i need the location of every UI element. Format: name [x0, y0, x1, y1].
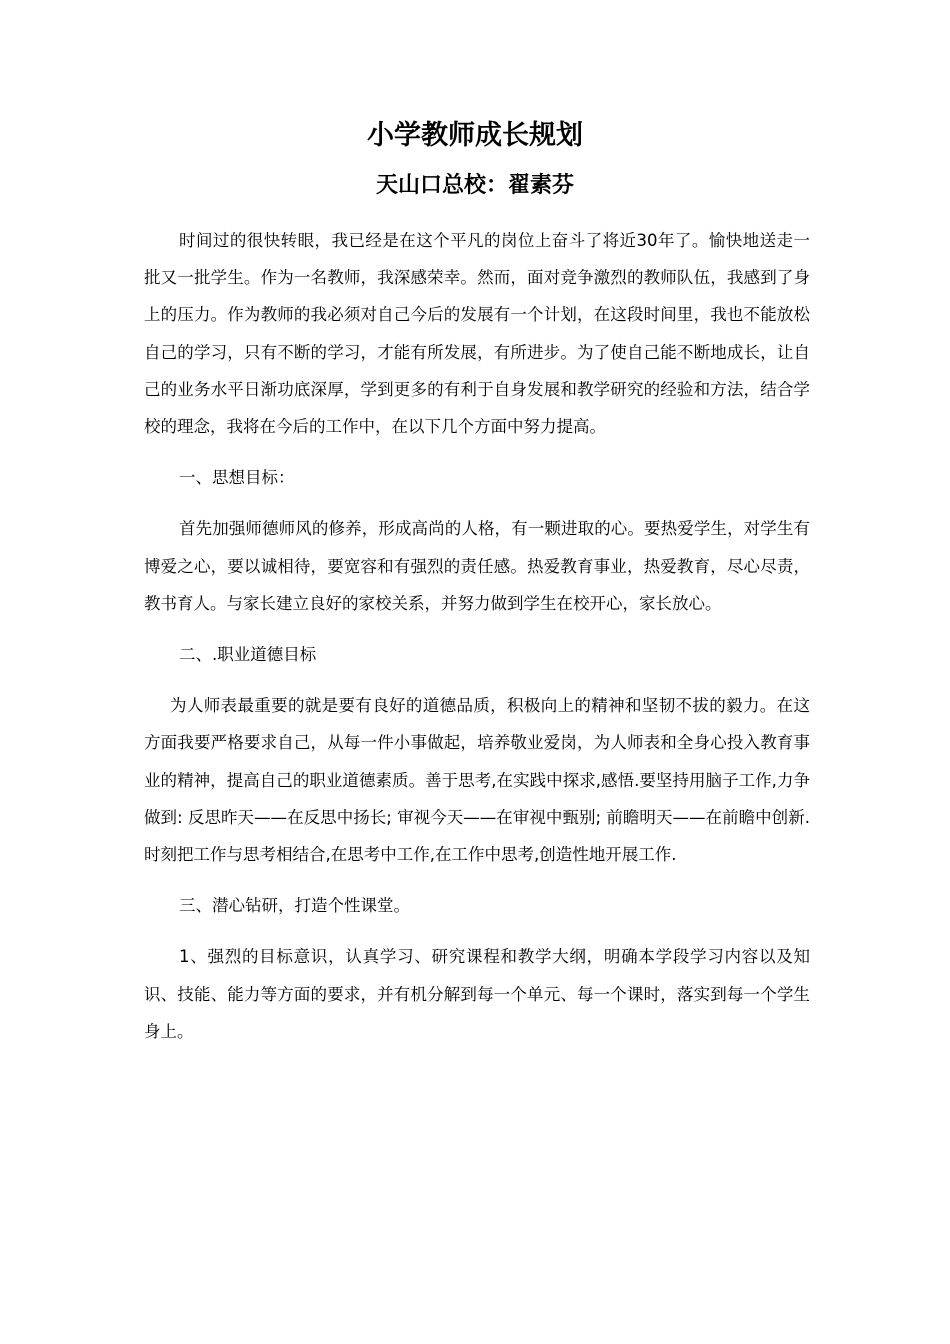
document-title: 小学教师成长规划	[367, 120, 583, 151]
professional-ethics-paragraph: 为人师表最重要的就是要有良好的道德品质，积极向上的精神和坚韧不拔的毅力。在这方面我要严格要求自己，从每一件小事做起，培养敬业爱岗，为人师表和全身心投入教育事业的精神，提高自己的职业道德素质。善于思考,在实践中探求,感悟.要坚持用脑子工作,力争做到: 反思昨天——在反思中扬长; 审视今天——在审视中甄别; 前瞻明天——在前瞻中创新. 时刻把工作与思考相结合,在思考中工作,在工作中思考,创造性地开展工作.	[144, 696, 810, 865]
document-subtitle: 天山口总校：翟素芬	[375, 173, 574, 198]
goal-awareness-paragraph: 1、强烈的目标意识，认真学习、研究课程和教学大纲，明确本学段学习内容以及知识、技能、能力等方面的要求，并有机分解到每一个单元、每一个课时，落实到每一个学生身上。	[144, 947, 810, 1041]
document-body	[144, 222, 810, 1050]
intro-paragraph: 时间过的很快转眼，我已经是在这个平凡的岗位上奋斗了将近30年了。愉快地送走一批又一批学生。作为一名教师，我深感荣幸。然而，面对竞争激烈的教师队伍，我感到了身上的压力。作为教师的我必须对自己今后的发展有一个计划，在这段时间里，我也不能放松自己的学习，只有不断的学习，才能有所发展，有所进步。为了使自己能不断地成长，让自己的业务水平日渐功底深厚，学到更多的有利于自身发展和教学研究的经验和方法，结合学校的理念，我将在今后的工作中，在以下几个方面中努力提高。	[144, 231, 810, 437]
section-heading-personal-classroom: 三、潜心钻研，打造个性课堂。	[179, 896, 410, 916]
section-heading-thought-goals: 一、思想目标：	[179, 468, 295, 488]
thought-goals-paragraph: 首先加强师德师风的修养，形成高尚的人格，有一颗进取的心。要热爱学生，对学生有博爱之心，要以诚相待，要宽容和有强烈的责任感。热爱教育事业，热爱教育，尽心尽责，教书育人。与家长建立良好的家校关系，并努力做到学生在校开心，家长放心。	[144, 519, 810, 613]
section-heading-professional-ethics: 二、.职业道德目标	[179, 645, 317, 665]
